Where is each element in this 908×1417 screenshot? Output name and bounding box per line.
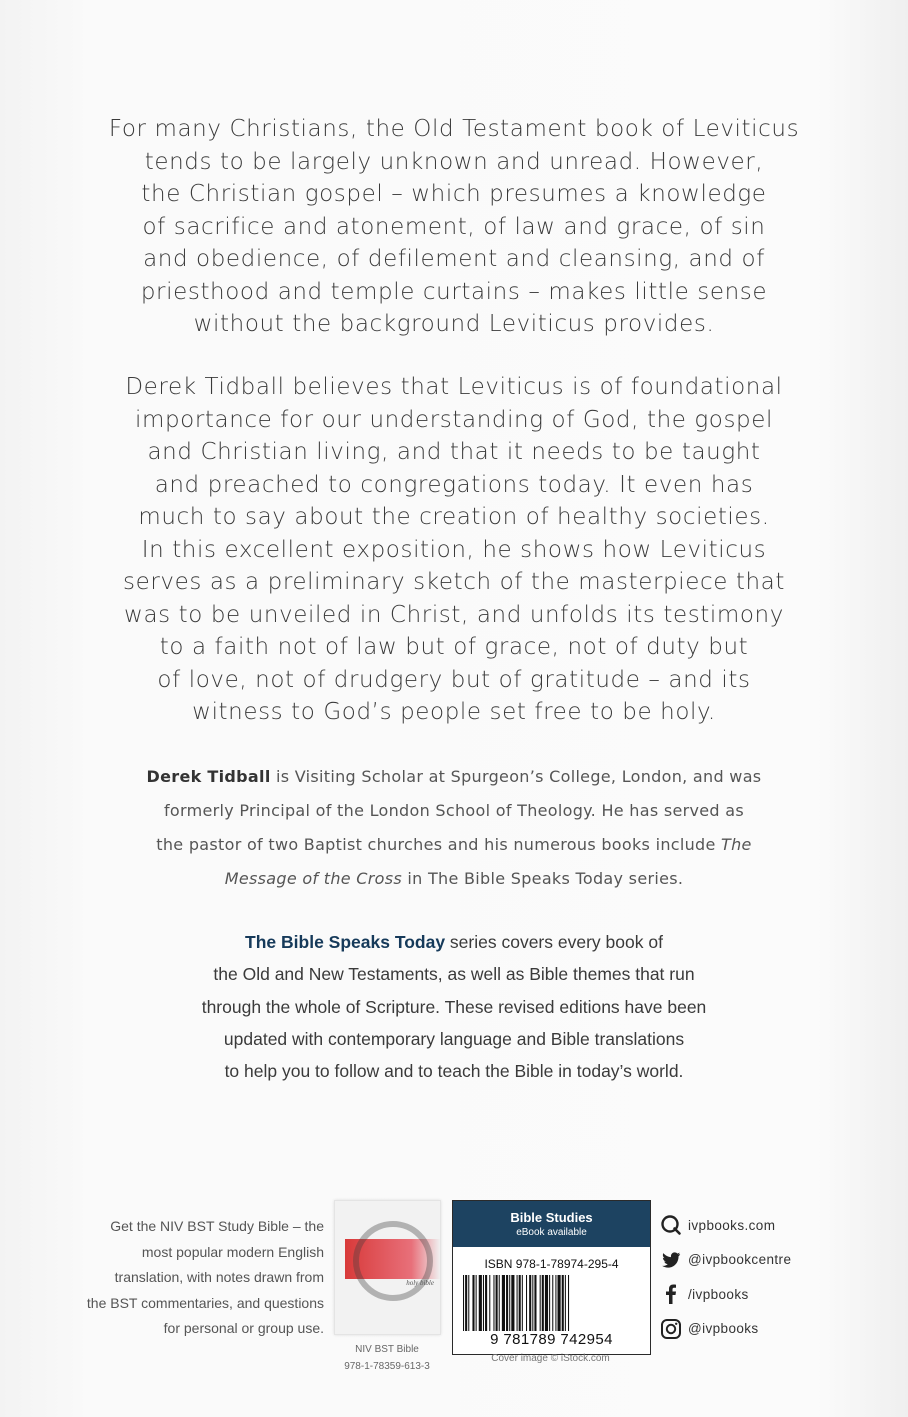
blurb-line: Derek Tidball believes that Leviticus is of foundational — [125, 374, 783, 400]
social-link-website[interactable] — [660, 1208, 890, 1243]
author-bio — [110, 760, 798, 896]
social-handle: /ivpbooks — [688, 1286, 749, 1302]
series-text: to help you to follow and to teach the Bible in today’s world. — [224, 1061, 684, 1082]
blurb-line: importance for our understanding of God, the gospel — [134, 406, 774, 433]
study-bible-caption — [322, 1341, 452, 1375]
isbn-label: ISBN 978-1-78974-295-4 — [484, 1257, 619, 1271]
bio-text: in The Bible Speaks Today series. — [402, 869, 684, 888]
promo-line: for personal or group use. — [163, 1320, 324, 1336]
social-links — [660, 1208, 890, 1346]
blurb-line: In this excellent exposition, he shows how Leviticus — [141, 536, 767, 563]
book-title-italic: Message of the Cross — [224, 869, 403, 888]
cover-ring-graphic — [353, 1221, 433, 1301]
blurb-line: of sacrifice and atonement, of law and grace, of sin — [142, 213, 766, 240]
category-label: Bible Studies — [510, 1210, 593, 1225]
blurb-line: witness to God’s people set free to be holy. — [192, 699, 716, 725]
blurb-line: the Christian gospel – which presumes a knowledge — [141, 181, 767, 207]
bio-text: is Visiting Scholar at Spurgeon’s College, London, and was — [270, 767, 762, 786]
category-banner — [453, 1201, 650, 1247]
promo-line: translation, with notes drawn from — [114, 1269, 324, 1285]
series-text: through the whole of Scripture. These revised editions have been — [201, 996, 707, 1017]
cover-title: holy bible — [406, 1279, 434, 1287]
facebook-icon — [660, 1283, 682, 1305]
blurb-line: and Christian living, and that it needs to be taught — [147, 439, 761, 465]
author-name: Derek Tidball — [146, 767, 271, 786]
blurb-line: was to be unveiled in Christ, and unfolds its testimony — [124, 601, 784, 628]
social-link-twitter[interactable] — [660, 1243, 890, 1278]
blurb-line: and obedience, of defilement and cleansing, and of — [143, 246, 765, 272]
promo-line: most popular modern English — [141, 1243, 324, 1260]
series-text: the Old and New Testaments, as well as Bible themes that run — [213, 964, 695, 985]
blurb-line: For many Christians, the Old Testament book of Leviticus — [108, 116, 800, 142]
blurb-line: of love, not of drudgery but of gratitude – and its — [157, 666, 751, 693]
bio-text: the pastor of two Baptist churches and his numerous books include — [156, 835, 722, 854]
bible-isbn: 978-1-78359-613-3 — [344, 1361, 430, 1372]
blurb-line: much to say about the creation of healthy societies. — [138, 504, 770, 530]
blurb-paragraph-1 — [90, 113, 818, 341]
book-title-italic: The — [721, 835, 752, 854]
series-description — [120, 926, 788, 1087]
twitter-icon — [660, 1249, 682, 1271]
series-text: updated with contemporary language and Bible translations — [223, 1028, 685, 1049]
study-bible-cover-image — [334, 1200, 441, 1335]
bio-text: formerly Principal of the London School of Theology. He has served as — [163, 801, 745, 820]
promo-line: the BST commentaries, and questions — [86, 1294, 324, 1311]
barcode-digits: 9 781789 742954 — [490, 1331, 613, 1348]
blurb-line: priesthood and temple curtains – makes little sense — [140, 278, 768, 305]
barcode-icon — [461, 1275, 642, 1331]
promo-line: Get the NIV BST Study Bible – the — [110, 1218, 324, 1234]
blurb-line: to a faith not of law but of grace, not of duty but — [159, 634, 749, 660]
series-text: series covers every book of — [445, 932, 663, 952]
blurb-line: tends to be largely unknown and unread. However, — [144, 148, 764, 175]
social-handle: @ivpbooks — [688, 1321, 759, 1337]
instagram-icon — [660, 1318, 682, 1340]
social-handle: @ivpbookcentre — [688, 1252, 792, 1268]
blurb-line: and preached to congregations today. It even has — [154, 471, 754, 498]
series-name: The Bible Speaks Today — [245, 932, 446, 952]
social-link-facebook[interactable] — [660, 1277, 890, 1312]
social-link-instagram[interactable] — [660, 1312, 890, 1347]
bible-name: NIV BST Bible — [355, 1344, 419, 1355]
barcode-panel — [452, 1200, 651, 1355]
blurb-paragraph-2 — [90, 371, 818, 729]
social-handle: ivpbooks.com — [688, 1217, 776, 1233]
blurb-line: serves as a preliminary sketch of the masterpiece that — [123, 569, 785, 595]
blurb-line: without the background Leviticus provides. — [193, 311, 715, 337]
ebook-note: eBook available — [516, 1227, 587, 1238]
search-icon — [660, 1214, 682, 1236]
cover-image-credit: Cover image © iStock.com — [491, 1353, 610, 1364]
study-bible-promo — [40, 1214, 324, 1342]
